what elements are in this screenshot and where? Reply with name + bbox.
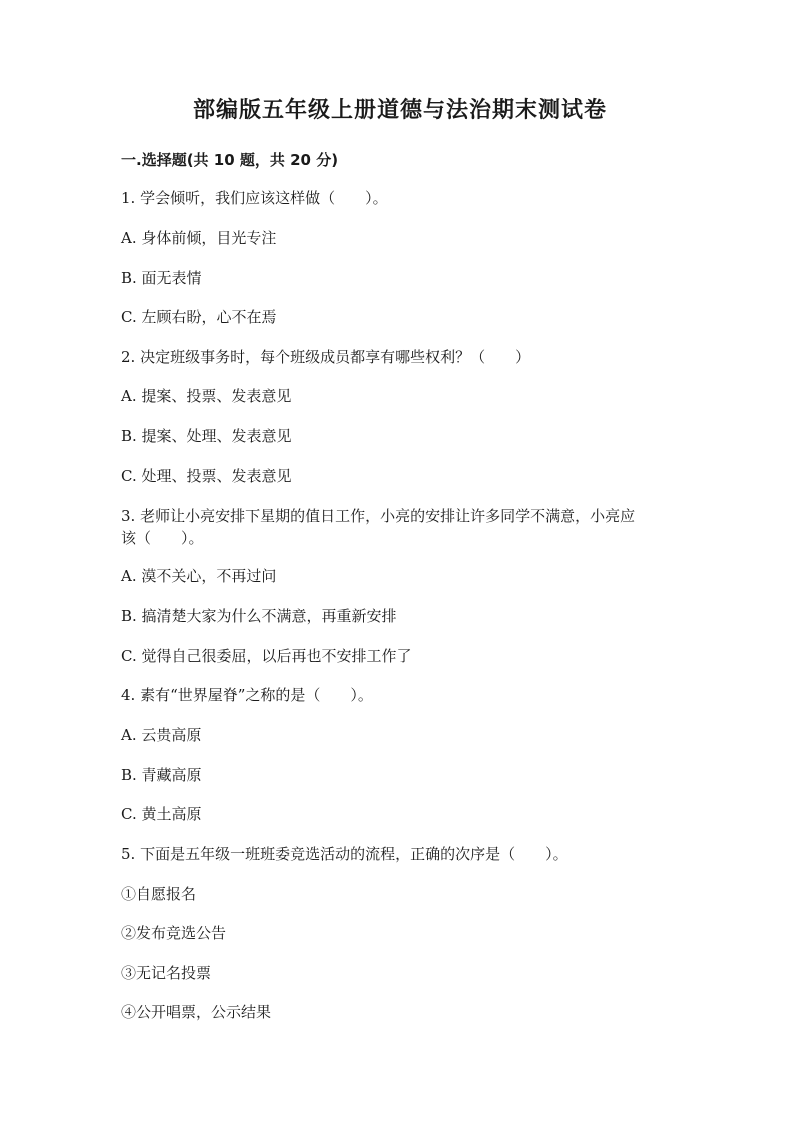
question-2-option-a: A. 提案、投票、发表意见 — [121, 387, 292, 405]
question-5-step-3: ③无记名投票 — [121, 964, 212, 982]
question-3-option-b: B. 搞清楚大家为什么不满意，再重新安排 — [121, 607, 397, 625]
question-3-option-a: A. 漠不关心，不再过问 — [121, 567, 277, 585]
question-3-stem-line-2: 该（ ）。 — [121, 529, 204, 547]
question-5-step-1: ①自愿报名 — [121, 885, 197, 903]
question-3-option-c: C. 觉得自己很委屈，以后再也不安排工作了 — [121, 647, 412, 665]
section-heading: 一.选择题(共 10 题，共 20 分) — [121, 151, 339, 169]
question-5-stem: 5. 下面是五年级一班班委竞选活动的流程，正确的次序是（ ）。 — [121, 845, 568, 863]
question-4-option-b: B. 青藏高原 — [121, 766, 202, 784]
question-4-stem: 4. 素有“世界屋脊”之称的是（ ）。 — [121, 686, 373, 704]
question-4-option-c: C. 黄土高原 — [121, 805, 202, 823]
question-2-option-c: C. 处理、投票、发表意见 — [121, 467, 292, 485]
page-title: 部编版五年级上册道德与法治期末测试卷 — [192, 98, 607, 123]
question-3-stem-line-1: 3. 老师让小亮安排下星期的值日工作，小亮的安排让许多同学不满意，小亮应 — [121, 507, 636, 525]
question-2-option-b: B. 提案、处理、发表意见 — [121, 427, 292, 445]
question-1-option-b: B. 面无表情 — [121, 269, 202, 287]
question-4-option-a: A. 云贵高原 — [121, 726, 202, 744]
question-1-option-c: C. 左顾右盼，心不在焉 — [121, 308, 277, 326]
question-1-option-a: A. 身体前倾，目光专注 — [121, 229, 277, 247]
question-2-stem: 2. 决定班级事务时，每个班级成员都享有哪些权利？（ ） — [121, 348, 531, 366]
question-5-step-4: ④公开唱票，公示结果 — [121, 1003, 272, 1021]
question-1-stem: 1. 学会倾听，我们应该这样做（ ）。 — [121, 189, 388, 207]
question-5-step-2: ②发布竞选公告 — [121, 924, 227, 942]
